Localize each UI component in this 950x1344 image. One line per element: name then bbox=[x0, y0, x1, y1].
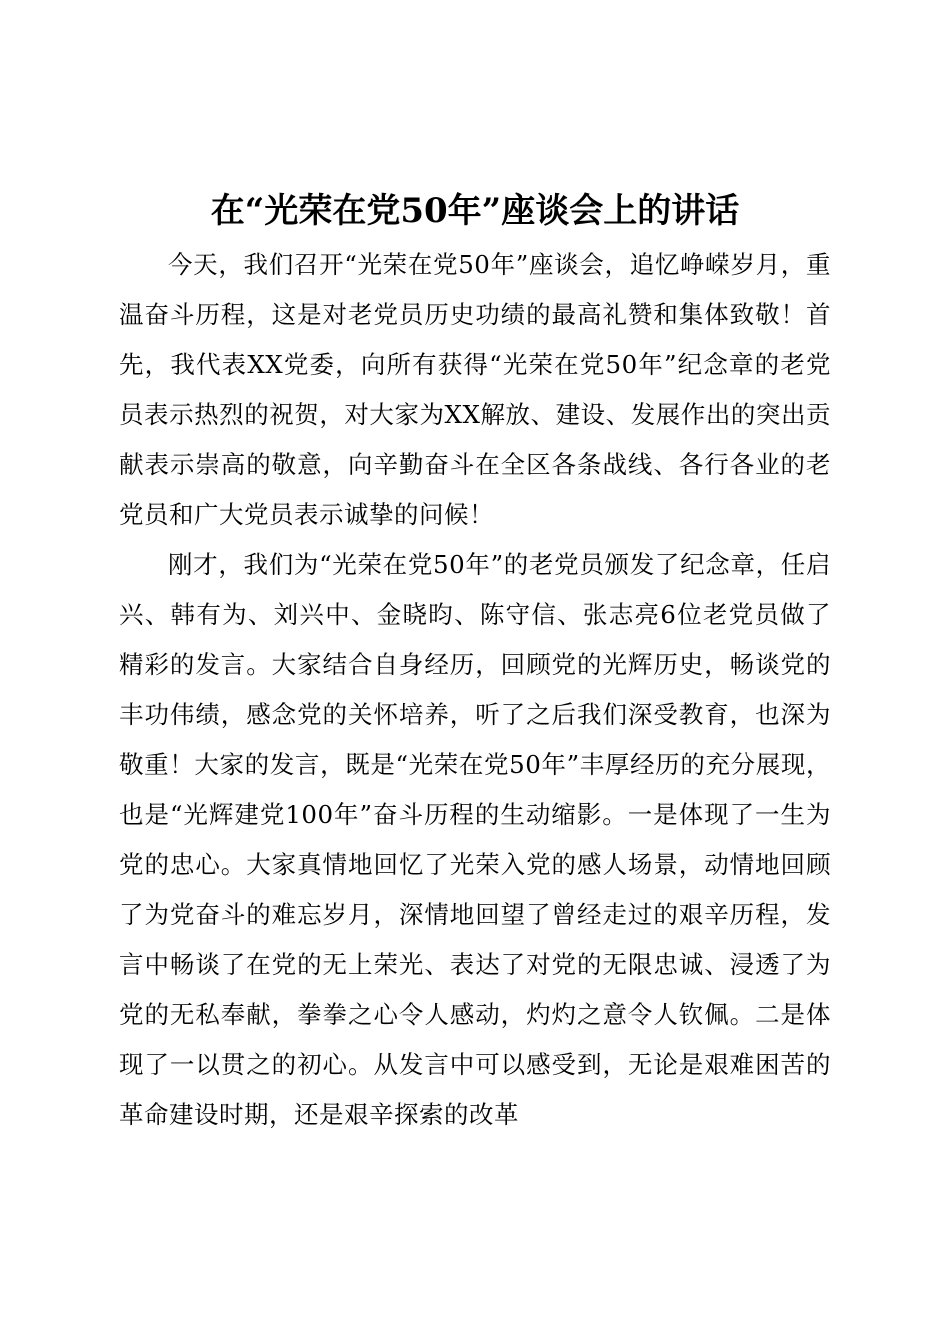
document-body bbox=[119, 240, 831, 1140]
document-title: 在“光荣在党50年”座谈会上的讲话 bbox=[210, 191, 740, 231]
paragraph-opening: 今天，我们召开“光荣在党50年”座谈会，追忆峥嵘岁月，重温奋斗历程，这是对老党员历史功绩的最高礼赞和集体致敬！首先，我代表XX党委，向所有获得“光荣在党50年”纪念章的老党员表示热烈的祝贺，对大家为XX解放、建设、发展作出的突出贡献表示崇高的敬意，向辛勤奋斗在全区各条战线、各行各业的老党员和广大党员表示诚挚的问候！ bbox=[119, 250, 831, 529]
paragraph-speeches-review: 刚才，我们为“光荣在党50年”的老党员颁发了纪念章，任启兴、韩有为、刘兴中、金晓昀、陈守信、张志亮6位老党员做了精彩的发言。大家结合自身经历，回顾党的光辉历史，畅谈党的丰功伟绩，感念党的关怀培养，听了之后我们深受教育，也深为敬重！大家的发言，既是“光荣在党50年”丰厚经历的充分展现，也是“光辉建党100年”奋斗历程的生动缩影。一是体现了一生为党的忠心。大家真情地回忆了光荣入党的感人场景，动情地回顾了为党奋斗的难忘岁月，深情地回望了曾经走过的艰辛历程，发言中畅谈了在党的无上荣光、表达了对党的无限忠诚、浸透了为党的无私奉献，拳拳之心令人感动，灼灼之意令人钦佩。二是体现了一以贯之的初心。从发言中可以感受到，无论是艰难困苦的革命建设时期，还是艰辛探索的改革 bbox=[119, 550, 831, 1129]
